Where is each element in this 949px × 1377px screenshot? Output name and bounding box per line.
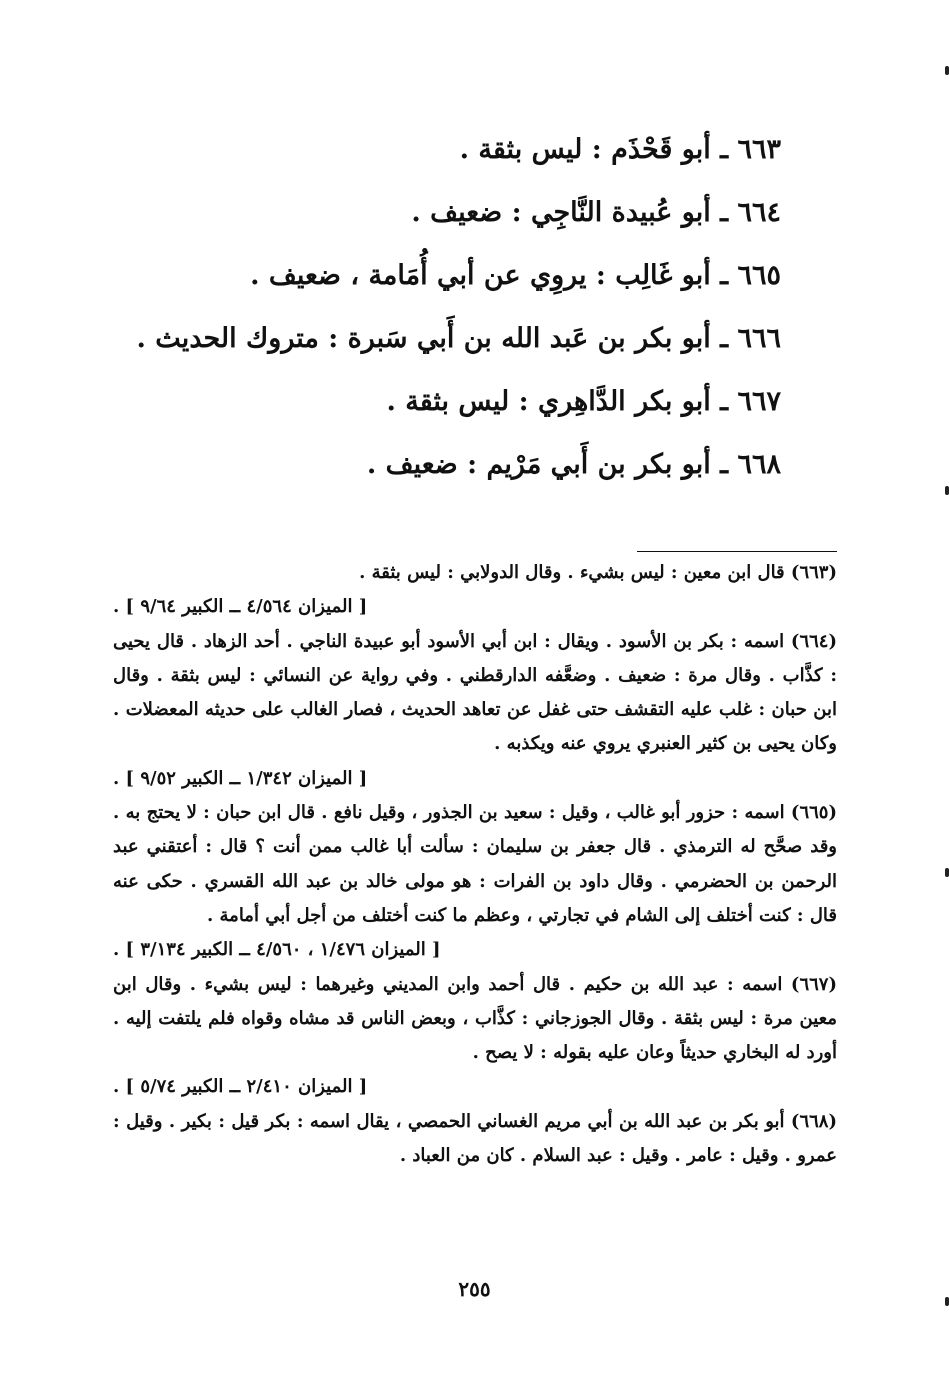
entry: ٦٦٣ ـ أبو قَحْذَم : ليس بثقة .: [459, 134, 781, 165]
footnote-text: (٦٦٨) أبو بكر بن عبد الله بن أبي مريم الغساني الحمصي ، يقال اسمه : بكر قيل : بكير . وقيل : عمرو . وقيل : عامر . وقيل : عبد السلام . كان من العباد .: [113, 1110, 837, 1167]
footnote-reference: [ الميزان ٢/٤١٠ ــ الكبير ٥/٧٤ ] .: [113, 1076, 368, 1098]
entry-number: ٦٦٧: [737, 386, 781, 417]
entry-number: ٦٦٤: [737, 197, 781, 228]
entry-text: أبو قَحْذَم : ليس بثقة .: [459, 134, 711, 165]
entry-text: أبو بكر الدَّاهِري : ليس بثقة .: [386, 386, 711, 417]
scan-edge-mark: [945, 1297, 949, 1306]
footnote: [113, 968, 837, 1105]
entry-number: ٦٦٦: [737, 323, 781, 354]
entry-number: ٦٦٨: [737, 449, 781, 480]
entry: ٦٦٤ ـ أبو عُبيدة النَّاجِي : ضعيف .: [411, 197, 781, 228]
entry-number: ٦٦٣: [737, 134, 781, 165]
entry-text: أبو غَالِب : يروِي عن أبي أُمَامة ، ضعيف .: [250, 260, 711, 291]
entry: ٦٦٧ ـ أبو بكر الدَّاهِري : ليس بثقة .: [386, 386, 781, 417]
footnote-reference: [ الميزان ١/٣٤٢ ــ الكبير ٩/٥٢ ] .: [113, 767, 368, 789]
footnotes: [113, 556, 837, 1173]
page-number: ٢٥٥: [458, 1277, 491, 1301]
entry-text: أبو بكر بن أَبي مَرْيم : ضعيف .: [366, 449, 711, 480]
scan-edge-mark: [945, 66, 949, 75]
entry: ٦٦٥ ـ أبو غَالِب : يروِي عن أبي أُمَامة ، ضعيف .: [250, 260, 781, 291]
footnote: [113, 1105, 837, 1174]
footnote-separator: [637, 551, 837, 552]
footnote-text: (٦٦٥) اسمه : حزور أبو غالب ، وقيل : سعيد بن الجذور ، وقيل نافع . قال ابن حبان : لا يحتج به . وقد صحَّح له الترمذي . قال جعفر بن سليمان : سألت أبا غالب ممن أنت ؟ قال : أعتقني عبد الرحمن بن الحضرمي . وقال داود بن الفرات : هو مولى خالد بن عبد الله القسري . حكى عنه قال : كنت أختلف إلى الشام في تجارتي ، وعظم ما كنت أختلف من أجل أبي أمامة .: [113, 802, 837, 926]
scan-edge-mark: [945, 486, 949, 495]
footnote: [113, 796, 837, 967]
footnote: [113, 556, 837, 625]
entry: ٦٦٨ ـ أبو بكر بن أَبي مَرْيم : ضعيف .: [366, 449, 781, 480]
entry-text: أبو عُبيدة النَّاجِي : ضعيف .: [411, 197, 711, 228]
entry: ٦٦٦ ـ أبو بكر بن عَبد الله بن أَبي سَبرة : متروك الحديث .: [136, 323, 781, 354]
footnote-reference: [ الميزان ١/٤٧٦ ، ٤/٥٦٠ ــ الكبير ٣/١٣٤ ] .: [113, 939, 441, 961]
footnote-text: (٦٦٣) قال ابن معين : ليس بشيء . وقال الدولابي : ليس بثقة .: [359, 562, 837, 583]
entry-text: أبو بكر بن عَبد الله بن أَبي سَبرة : متروك الحديث .: [136, 323, 711, 354]
scan-edge-mark: [945, 868, 949, 877]
footnote: [113, 625, 837, 796]
entry-number: ٦٦٥: [737, 260, 781, 291]
footnote-text: (٦٦٧) اسمه : عبد الله بن حكيم . قال أحمد وابن المديني وغيرهما : ليس بشيء . وقال ابن معين مرة : ليس بثقة . وقال الجوزجاني : كذَّاب ، وبعض الناس قد مشاه وقواه فلم يلتفت إليه . أورد له البخاري حديثاً وعان عليه بقوله : لا يصح .: [113, 973, 838, 1064]
footnote-reference: [ الميزان ٤/٥٦٤ ــ الكبير ٩/٦٤ ] .: [113, 596, 368, 618]
entries-list: [136, 118, 781, 496]
footnote-text: (٦٦٤) اسمه : بكر بن الأسود . ويقال : ابن أبي الأسود أبو عبيدة الناجي . أحد الزهاد . قال يحيى : كذَّاب . وقال مرة : ضعيف . وضعَّفه الدارقطني . وفي رواية عن النسائي : ليس بثقة . وقال ابن حبان : غلب عليه التقشف حتى غفل عن تعاهد الحديث ، فصار الغالب على حديثه المعضلات . وكان يحيى بن كثير العنبري يروي عنه ويكذبه .: [113, 630, 837, 755]
